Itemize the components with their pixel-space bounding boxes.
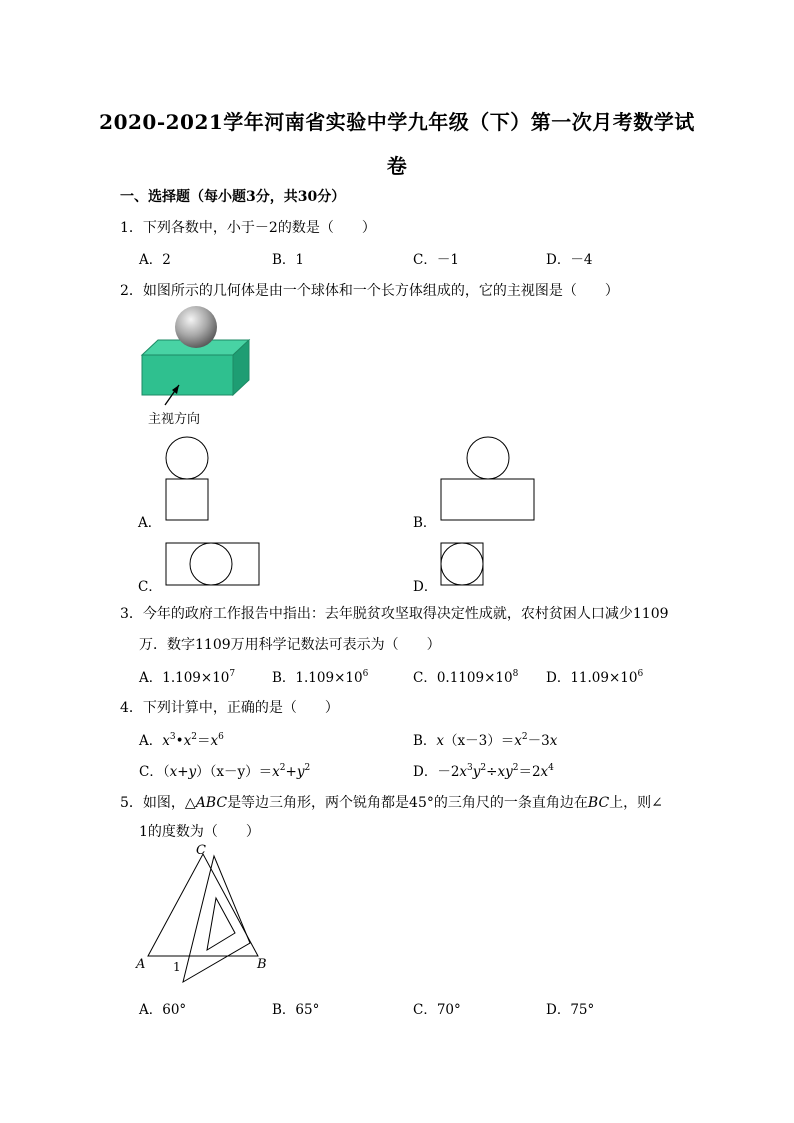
set-square-outer [183, 856, 250, 982]
q4-stem: 4．下列计算中，正确的是（ ） [120, 700, 339, 716]
q4-option-a: A．$x^3•x^2=x^6$ [139, 732, 224, 749]
box-front-face [142, 355, 233, 395]
q4-option-d: D．$-2x^3y^2\div xy^2=2x^4$ [413, 763, 554, 780]
q1-option-b: B．1 [272, 252, 305, 268]
q3-stem-line2: 万．数字1109万用科学记数法可表示为（ ） [139, 637, 441, 653]
label-angle-1: 1 [173, 960, 181, 974]
label-b: B [257, 957, 267, 972]
q3-option-c: C．$0.1109\times 10^8$ [413, 669, 519, 686]
q4-option-b: B．$x(x-3)=x^2-3x$ [413, 732, 558, 749]
q1-option-a: A．2 [139, 252, 171, 268]
q3-stem-line1: 3．今年的政府工作报告中指出：去年脱贫攻坚取得决定性成就，农村贫困人口减少1109 [120, 606, 669, 622]
q5-triangle-figure [130, 840, 290, 980]
q3-option-a: A．$1.109\times 10^7$ [139, 669, 236, 686]
q5-option-d: D．75° [546, 1002, 595, 1018]
label-c: C [196, 843, 206, 858]
q2-option-d-figure [438, 540, 488, 590]
label-a: A [136, 957, 146, 972]
q2-option-a-figure [160, 435, 220, 525]
q5-stem-line2: 1的度数为（ ） [139, 824, 260, 840]
q5-option-a: A．60° [139, 1002, 187, 1018]
q2-option-b: B． [413, 515, 437, 531]
q3-option-d: D．$11.09\times 10^6$ [546, 669, 644, 686]
q3-option-b: B．$1.109\times 10^6$ [272, 669, 369, 686]
sphere [175, 306, 217, 348]
q4-option-c: C．$(x+y)(x-y)=x^2+y^2$ [139, 763, 311, 780]
q1-option-d: D．－4 [546, 252, 593, 268]
q5-option-c: C．70° [413, 1002, 461, 1018]
page-title-continued: 卷 [386, 154, 408, 178]
view-direction-label: 主视方向 [148, 412, 201, 427]
q5-option-b: B．65° [272, 1002, 320, 1018]
q2-stem: 2．如图所示的几何体是由一个球体和一个长方体组成的，它的主视图是（ ） [120, 283, 619, 299]
section-heading: 一、选择题（每小题3分，共30分） [120, 189, 346, 205]
q1-stem: 1．下列各数中，小于－2的数是（ ） [120, 220, 376, 236]
q2-option-d: D． [413, 579, 438, 595]
equilateral-triangle [148, 854, 258, 956]
q2-option-c: C． [138, 579, 162, 595]
q2-option-b-figure [438, 435, 538, 525]
q2-option-c-figure [163, 540, 263, 590]
q5-stem-line1: 5．如图，△ABC是等边三角形，两个锐角都是45°的三角尺的一条直角边在BC上，则∠ [120, 795, 663, 811]
q1-option-c: C．－1 [413, 252, 459, 268]
page-title: 2020-2021学年河南省实验中学九年级（下）第一次月考数学试 [99, 110, 695, 134]
q2-option-a: A． [138, 515, 162, 531]
